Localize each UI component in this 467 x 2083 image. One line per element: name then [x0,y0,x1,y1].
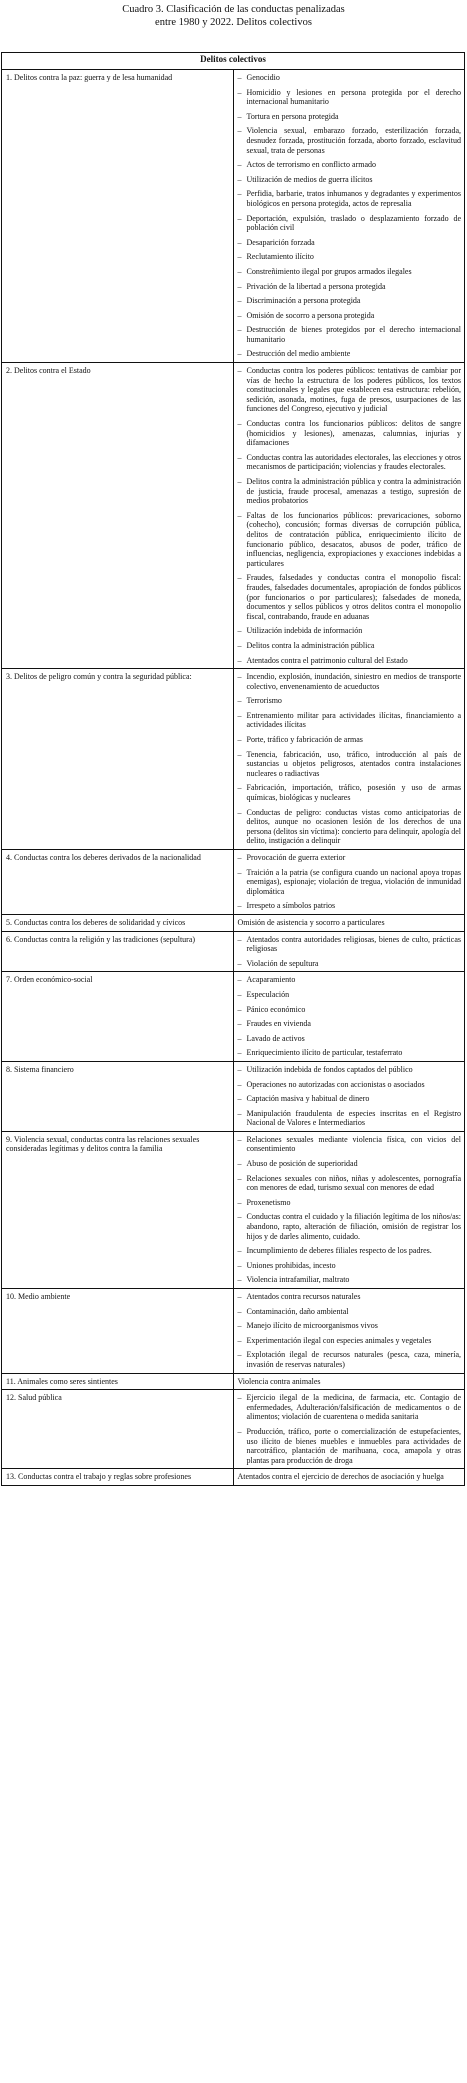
list-item-text: Terrorismo [246,696,282,706]
dash-bullet-icon: – [237,749,242,759]
list-item [238,1005,462,1015]
dash-bullet-icon: – [237,783,242,793]
table-row [2,1131,465,1288]
table-header: Delitos colectivos [2,53,465,70]
list-item [238,975,462,985]
list-item-text: Delitos contra la administración pública [246,640,375,650]
list-item [238,1048,462,1058]
list-item [238,918,462,928]
dash-bullet-icon: – [237,366,242,376]
list-item [238,477,462,506]
list-item-text: Producción, tráfico, porte o comercialización de estupefacientes, uso ilícito de bienes muebles e inmuebles para actividades de narcotráfico, plantación de marihuana, coca, amapola y otras plantas para producción de droga [246,1426,461,1465]
list-item [238,1198,462,1208]
list-item-text: Violencia contra animales [237,1376,321,1386]
list-item-text: Faltas de los funcionarios públicos: prevaricaciones, soborno (cohecho), concusión; formas diversas de corrupción pública, delitos de contratación pública, enriquecimiento ilícito de funcionario público, desacatos, abusos de poder, tráfico de influencias, negligencia, expropiaciones y exacciones indebidas a particulares [246,510,461,568]
dash-bullet-icon: – [237,1048,242,1058]
dash-bullet-icon: – [237,853,242,862]
table-row [2,1061,465,1131]
dash-bullet-icon: – [237,237,242,247]
list-item-text: Tenencia, fabricación, uso, tráfico, introducción al país de sustancias u objetos peligrosos, atentados contra instalaciones nucleares o radiactivas [246,749,461,778]
dash-bullet-icon: – [237,296,242,306]
list-item-text: Utilización indebida de información [246,626,363,636]
list-item-text: Experimentación ilegal con especies animales y vegetales [246,1335,432,1345]
dash-bullet-icon: – [237,477,242,486]
list-item [238,112,462,122]
dash-bullet-icon: – [237,1108,242,1118]
list-item [238,1094,462,1104]
list-item-text: Fabricación, importación, tráfico, posesión y uso de armas químicas, biológicas y nucleares [246,783,461,803]
dash-bullet-icon: – [237,510,242,520]
list-item [238,325,462,344]
items-cell [233,1469,465,1486]
table-row [2,1469,465,1486]
dash-bullet-icon: – [237,87,242,97]
list-item [238,1261,462,1271]
list-item [238,808,462,846]
list-item-text: Incumplimiento de deberes filiales respecto de los padres. [246,1246,432,1256]
dash-bullet-icon: – [237,934,242,944]
list-item [238,1135,462,1154]
list-item [238,1307,462,1317]
dash-bullet-icon: – [237,867,242,877]
dash-bullet-icon: – [237,1335,242,1345]
category-cell: 10. Medio ambiente [2,1289,234,1374]
list-item [238,1321,462,1331]
list-item [238,1393,462,1422]
category-cell: 2. Delitos contra el Estado [2,363,234,669]
list-item-text: Violencia sexual, embarazo forzado, esterilización forzada, desnudez forzada, prostitución forzada, aborto forzado, esclavitud sexual, trata de personas [246,126,461,155]
list-item-text: Discriminación a persona protegida [246,296,361,306]
list-item [238,1472,462,1482]
dash-bullet-icon: – [237,174,242,184]
dash-bullet-icon: – [237,111,242,121]
list-item-text: Traición a la patria (se configura cuando un nacional apoya tropas enemigas), espionaje; violación de tregua, violación de inmunidad diplomática [246,867,461,896]
list-item [238,1080,462,1090]
items-cell [233,70,465,363]
dash-bullet-icon: – [237,958,242,968]
list-item [238,366,462,414]
list-item-text: Atentados contra el patrimonio cultural del Estado [246,655,408,665]
list-item-text: Conductas contra los poderes públicos: tentativas de cambiar por vías de hecho la estructura de los poderes públicos, los textos constitucionales y legales que establecen esa estructura: rebelión, sedición, asonada, motines, fuga de presos, usurpaciones de las funciones del Congreso, ejecutivo y judicial [246,366,461,414]
list-item-text: Manipulación fraudulenta de especies inscritas en el Registro Nacional de Valores e Intermediarios [246,1108,461,1128]
category-cell: 13. Conductas contra el trabajo y reglas sobre profesiones [2,1469,234,1486]
list-item [238,1159,462,1169]
dash-bullet-icon: – [237,735,242,745]
category-cell: 8. Sistema financiero [2,1061,234,1131]
list-item-text: Violación de sepultura [246,958,319,968]
list-item [238,1275,462,1285]
list-item-text: Conductas contra los funcionarios públicos: delitos de sangre (homicidios y lesiones), amenazas, calumnias, injurias y difamaciones [246,419,461,448]
list-item [238,349,462,359]
items-cell [233,1373,465,1390]
list-item-text: Atentados contra recursos naturales [246,1292,361,1301]
list-item-text: Abuso de posición de superioridad [246,1159,358,1169]
category-cell: 3. Delitos de peligro común y contra la seguridad pública: [2,669,234,850]
list-item-text: Provocación de guerra exterior [246,853,346,862]
category-cell: 1. Delitos contra la paz: guerra y de lesa humanidad [2,70,234,363]
list-item [238,959,462,969]
table-row [2,70,465,363]
dash-bullet-icon: – [237,807,242,817]
list-item [238,750,462,779]
dash-bullet-icon: – [237,573,242,583]
table-row [2,669,465,850]
items-cell [233,914,465,931]
dash-bullet-icon: – [237,1246,242,1256]
dash-bullet-icon: – [237,1134,242,1144]
list-item [238,175,462,185]
category-cell: 9. Violencia sexual, conductas contra las relaciones sexuales consideradas legítimas y delitos contra la familia [2,1131,234,1288]
dash-bullet-icon: – [237,1275,242,1285]
list-item-text: Manejo ilícito de microorganismos vivos [246,1321,378,1331]
dash-bullet-icon: – [237,252,242,262]
list-item-text: Incendio, explosión, inundación, siniestro en medios de transporte colectivo, envenenamiento de acueductos [246,672,461,691]
dash-bullet-icon: – [237,126,242,136]
dash-bullet-icon: – [237,1426,242,1436]
list-item-text: Entrenamiento militar para actividades ilícitas, financiamiento a actividades ilícitas [246,710,461,730]
dash-bullet-icon: – [237,1064,242,1074]
category-cell: 7. Orden económico-social [2,972,234,1062]
list-item [238,1336,462,1346]
list-item-text: Lavado de activos [246,1033,305,1043]
items-cell [233,1061,465,1131]
list-item [238,252,462,262]
list-item-text: Constreñimiento ilegal por grupos armados ilegales [246,266,412,276]
list-item [238,1109,462,1128]
list-item-text: Omisión de asistencia y socorro a particulares [237,917,385,927]
list-item [238,160,462,170]
list-item-text: Actos de terrorismo en conflicto armado [246,160,377,170]
table-row [2,1373,465,1390]
table-row [2,972,465,1062]
category-cell: 6. Conductas contra la religión y las tradiciones (sepultura) [2,931,234,972]
list-item [238,1246,462,1256]
list-item [238,238,462,248]
dash-bullet-icon: – [237,1260,242,1270]
table-row [2,914,465,931]
list-item [238,853,462,863]
dash-bullet-icon: – [237,1019,242,1029]
list-item-text: Omisión de socorro a persona protegida [246,310,375,320]
dash-bullet-icon: – [237,419,242,429]
caption-line-1: Cuadro 3. Clasificación de las conductas penalizadas [122,4,345,15]
list-item-text: Proxenetismo [246,1197,291,1207]
list-item [238,990,462,1000]
list-item [238,868,462,897]
list-item-text: Tortura en persona protegida [246,111,339,121]
list-item [238,296,462,306]
list-item [238,1174,462,1193]
dash-bullet-icon: – [237,1004,242,1014]
table-row [2,850,465,915]
list-item-text: Violencia intrafamiliar, maltrato [246,1275,350,1285]
list-item [238,573,462,621]
list-item-text: Fraudes, falsedades y conductas contra el monopolio fiscal: fraudes, falsedades documentales, apropiación de fondos públicos (por funcionarios o por particulares); falsedades de moneda, documentos y sellos públicos y otros delitos contra el monopolio fiscal, contrabando, fraude en aduanas [246,573,461,621]
list-item-text: Captación masiva y habitual de dinero [246,1094,370,1104]
list-item-text: Atentados contra autoridades religiosas, bienes de culto, prácticas religiosas [246,934,461,954]
list-item [238,1034,462,1044]
list-item-text: Conductas contra el cuidado y la filiación legítima de los niños/as: abandono, rapto, alteración de filiación, omisión de registrar los hijos y de darles alimento, cuidado. [246,1212,461,1241]
dash-bullet-icon: – [237,1393,242,1403]
list-item-text: Contaminación, daño ambiental [246,1306,349,1316]
list-item [238,1350,462,1369]
dash-bullet-icon: – [237,901,242,911]
items-cell [233,363,465,669]
items-cell [233,1131,465,1288]
list-item-text: Relaciones sexuales mediante violencia física, con vicios del consentimiento [246,1134,461,1154]
list-item-text: Utilización indebida de fondos captados del público [246,1064,413,1074]
dash-bullet-icon: – [237,281,242,291]
list-item-text: Acaparamiento [246,975,296,985]
dash-bullet-icon: – [237,1033,242,1043]
list-item-text: Pánico económico [246,1004,306,1014]
list-item [238,73,462,83]
list-item [238,1019,462,1029]
dash-bullet-icon: – [237,310,242,320]
dash-bullet-icon: – [237,626,242,636]
dash-bullet-icon: – [237,266,242,276]
list-item-text: Destrucción de bienes protegidos por el derecho internacional humanitario [246,325,461,344]
category-cell: 4. Conductas contra los deberes derivados de la nacionalidad [2,850,234,915]
dash-bullet-icon: – [237,1094,242,1104]
list-item-text: Operaciones no autorizadas con accionistas o asociados [246,1079,425,1089]
dash-bullet-icon: – [237,213,242,223]
list-item [238,696,462,706]
items-cell [233,972,465,1062]
list-item [238,672,462,691]
list-item [238,282,462,292]
list-item [238,1292,462,1302]
table-row [2,931,465,972]
list-item-text: Deportación, expulsión, traslado o desplazamiento forzado de población civil [246,213,461,233]
table-row [2,1390,465,1469]
list-item [238,453,462,472]
dash-bullet-icon: – [237,672,242,682]
list-item [238,189,462,208]
dash-bullet-icon: – [237,696,242,706]
dash-bullet-icon: – [237,1212,242,1222]
dash-bullet-icon: – [237,640,242,650]
dash-bullet-icon: – [237,452,242,462]
list-item [238,311,462,321]
list-item-text: Irrespeto a símbolos patrios [246,901,336,911]
table-row [2,1289,465,1374]
list-item [238,711,462,730]
dash-bullet-icon: – [237,975,242,985]
list-item-text: Conductas de peligro: conductas vistas como anticipatorias de delitos, aunque no ocasionen lesión de los derechos de una persona (delitos sin víctima): concierto para delinquir, apología del delito, instigación a delinquir [246,807,461,846]
dash-bullet-icon: – [237,1292,242,1301]
list-item [238,419,462,448]
items-cell [233,1289,465,1374]
list-item [238,88,462,107]
category-cell: 12. Salud pública [2,1390,234,1469]
list-item [238,1427,462,1465]
list-item [238,626,462,636]
list-item [238,901,462,911]
table-caption [0,0,467,36]
items-cell [233,850,465,915]
list-item [238,935,462,954]
list-item-text: Especulación [246,989,290,999]
list-item-text: Enriquecimiento ilícito de particular, testaferrato [246,1048,403,1058]
dash-bullet-icon: – [237,989,242,999]
list-item-text: Privación de la libertad a persona protegida [246,281,386,291]
dash-bullet-icon: – [237,710,242,720]
list-item-text: Relaciones sexuales con niños, niñas y adolescentes, pornografía con menores de edad, turismo sexual con menores de edad [246,1173,461,1193]
list-item [238,511,462,569]
dash-bullet-icon: – [237,1321,242,1331]
dash-bullet-icon: – [237,655,242,665]
list-item [238,783,462,802]
list-item-text: Fraudes en vivienda [246,1019,311,1029]
dash-bullet-icon: – [237,1079,242,1089]
list-item [238,1212,462,1241]
list-item [238,1065,462,1075]
dash-bullet-icon: – [237,1197,242,1207]
list-item [238,735,462,745]
list-item-text: Conductas contra las autoridades electorales, las elecciones y otros mecanismos de participación; violencias y fraudes electorales. [246,452,461,472]
list-item-text: Perfidia, barbarie, tratos inhumanos y degradantes y experimentos biológicos en persona protegida, actos de represalia [246,189,461,208]
list-item [238,214,462,233]
dash-bullet-icon: – [237,73,242,82]
list-item [238,656,462,666]
dash-bullet-icon: – [237,325,242,335]
dash-bullet-icon: – [237,349,242,359]
items-cell [233,1390,465,1469]
category-cell: 5. Conductas contra los deberes de solidaridad y cívicos [2,914,234,931]
table-body [2,70,465,1486]
dash-bullet-icon: – [237,1306,242,1316]
dash-bullet-icon: – [237,1173,242,1183]
list-item-text: Reclutamiento ilícito [246,252,314,262]
crimes-table [1,52,465,1486]
list-item-text: Destrucción del medio ambiente [246,349,351,359]
dash-bullet-icon: – [237,1350,242,1360]
list-item-text: Uniones prohibidas, incesto [246,1260,336,1270]
list-item [238,641,462,651]
list-item-text: Ejercicio ilegal de la medicina, de farmacia, etc. Contagio de enfermedades, Adulteración/falsificación de medicamentos o de alimentos; violación de cuarentena o medida sanitaria [246,1393,461,1422]
category-cell: 11. Animales como seres sintientes [2,1373,234,1390]
list-item-text: Atentados contra el ejercicio de derechos de asociación y huelga [237,1472,444,1482]
caption-line-2: entre 1980 y 2022. Delitos colectivos [155,17,312,28]
list-item-text: Porte, tráfico y fabricación de armas [246,735,363,745]
dash-bullet-icon: – [237,1159,242,1169]
list-item-text: Genocidio [246,73,280,82]
items-cell [233,669,465,850]
dash-bullet-icon: – [237,160,242,170]
list-item-text: Homicidio y lesiones en persona protegida por el derecho internacional humanitario [246,87,461,107]
list-item [238,126,462,155]
list-item-text: Explotación ilegal de recursos naturales (pesca, caza, minería, invasión de reservas naturales) [246,1350,461,1369]
list-item-text: Desaparición forzada [246,237,315,247]
list-item [238,267,462,277]
dash-bullet-icon: – [237,189,242,199]
items-cell [233,931,465,972]
list-item-text: Delitos contra la administración pública y contra la administración de justicia, fraude procesal, amenazas a testigo, supresión de medios probatorios [246,477,461,506]
table-row [2,363,465,669]
list-item [238,1377,462,1387]
list-item-text: Utilización de medios de guerra ilícitos [246,174,373,184]
